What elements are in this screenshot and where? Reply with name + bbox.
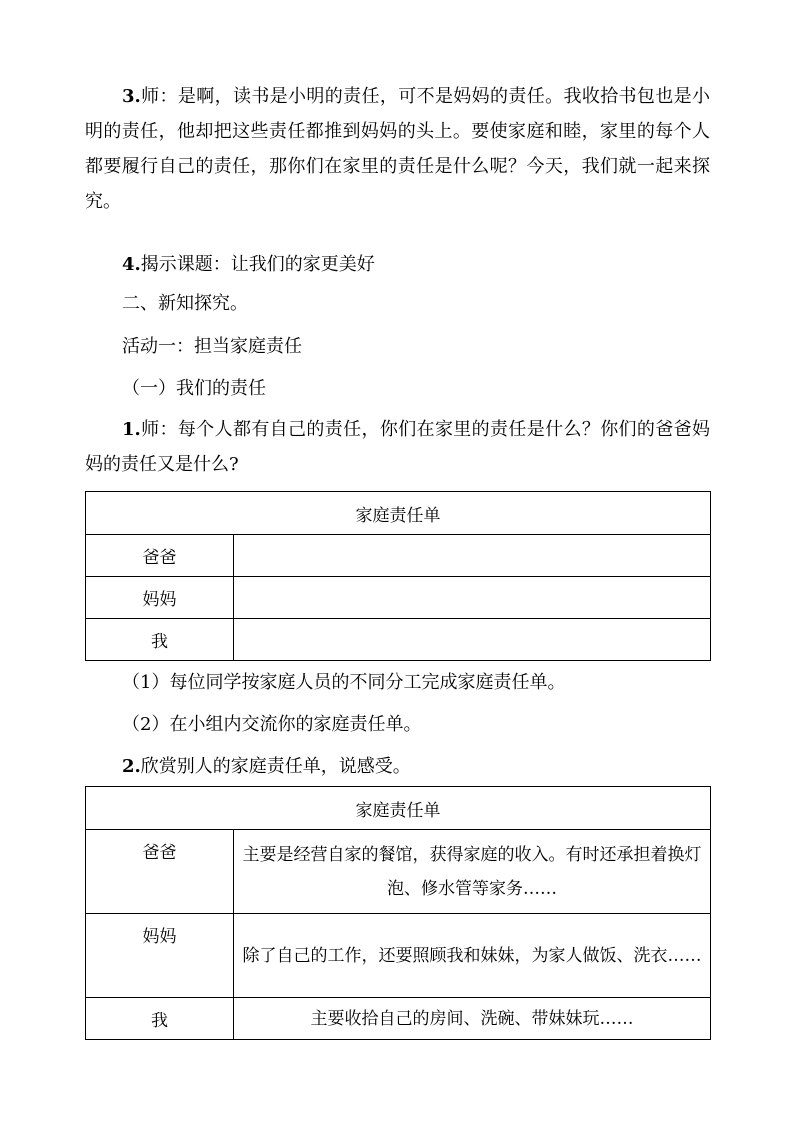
paragraph-4	[85, 247, 710, 282]
duty-cell	[234, 619, 711, 661]
responsibility-table-blank	[85, 491, 711, 661]
instruction-2: （2）在小组内交流你的家庭责任单。	[122, 714, 422, 735]
section-heading: 二、新知探究。	[122, 293, 248, 314]
table-row	[86, 577, 711, 619]
paragraph-number: 2.	[122, 756, 141, 777]
table-row	[86, 619, 711, 661]
duty-cell	[234, 830, 711, 914]
paragraph-2	[85, 749, 710, 784]
duty-cell	[234, 998, 711, 1040]
paragraph-text: 欣赏别人的家庭责任单，说感受。	[140, 756, 411, 777]
table-title: 家庭责任单	[86, 492, 711, 535]
role-cell: 我	[86, 619, 234, 661]
table-row	[86, 830, 711, 914]
role-cell: 我	[86, 998, 234, 1040]
paragraph-number: 3.	[122, 86, 141, 107]
duty-text: 主要收拾自己的房间、洗碗、带妹妹玩……	[310, 1008, 634, 1029]
subsection-heading: （一）我们的责任	[122, 378, 266, 399]
role-cell: 爸爸	[86, 535, 234, 577]
instruction-1: （1）每位同学按家庭人员的不同分工完成家庭责任单。	[122, 672, 566, 693]
paragraph-number: 4.	[122, 254, 141, 275]
duty-text: 主要是经营自家的餐馆，获得家庭的收入。有时还承担着换灯泡、修水管等家务……	[242, 844, 702, 899]
role-cell: 妈妈	[86, 914, 234, 998]
duty-text: 除了自己的工作，还要照顾我和妹妹，为家人做饭、洗衣……	[242, 945, 702, 966]
paragraph-text: 师：每个人都有自己的责任，你们在家里的责任是什么？你们的爸爸妈妈的责任又是什么?	[85, 419, 710, 475]
role-cell: 爸爸	[86, 830, 234, 914]
activity-heading: 活动一：担当家庭责任	[122, 336, 302, 357]
role-cell: 妈妈	[86, 577, 234, 619]
duty-cell	[234, 914, 711, 998]
paragraph-number: 1.	[122, 419, 141, 440]
paragraph-text: 揭示课题：让我们的家更美好	[140, 254, 375, 275]
table-row	[86, 998, 711, 1040]
paragraph-text: 师：是啊，读书是小明的责任，可不是妈妈的责任。我收拾书包也是小明的责任，他却把这些责任都推到妈妈的头上。要使家庭和睦，家里的每个人都要履行自己的责任，那你们在家里的责任是什么呢？今天，我们就一起来探究。	[85, 86, 710, 212]
responsibility-table-example	[85, 786, 711, 1040]
table-row	[86, 535, 711, 577]
table-row	[86, 914, 711, 998]
paragraph-3	[85, 79, 710, 219]
duty-cell	[234, 577, 711, 619]
paragraph-1	[85, 412, 710, 482]
duty-cell	[234, 535, 711, 577]
table-title: 家庭责任单	[86, 787, 711, 830]
